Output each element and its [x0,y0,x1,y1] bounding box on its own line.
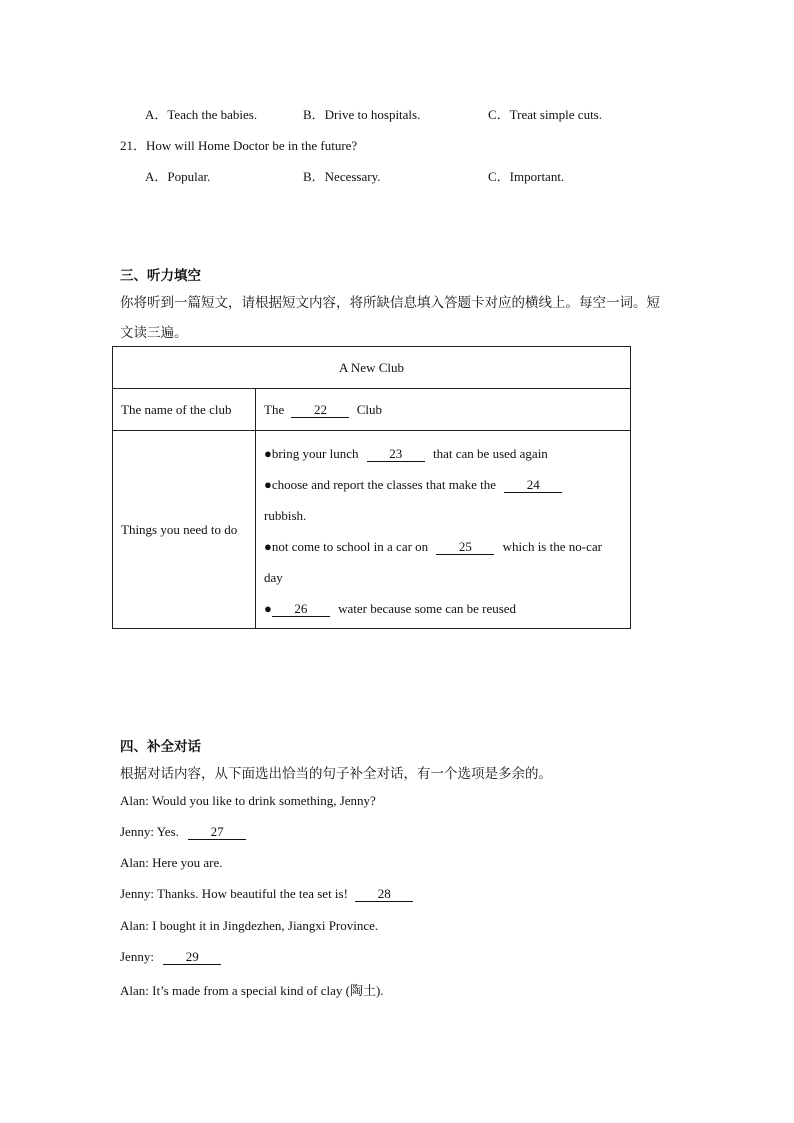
blank-28: 28 [355,887,413,902]
line6-pre: Jenny: [120,949,154,964]
dialogue-line-3: Alan: Here you are. [120,855,223,870]
blank-24: 24 [504,478,562,493]
item4-post: water because some can be reused [338,600,517,616]
item3-pre: ●not come to school in a car on [264,538,429,554]
line4-pre: Jenny: Thanks. How beautiful the tea set is! [120,886,348,901]
row1-post: Club [356,401,383,417]
blank-22: 22 [291,403,349,418]
dialogue-line-4 [120,886,413,902]
q20-option-a: A．Teach the babies. [145,107,258,122]
dialogue-line-7: Alan: It’s made from a special kind of clay (陶土). [120,983,384,998]
dialogue-line-2 [120,824,246,840]
table-title: A New Club [113,347,631,389]
item4-bullet: ● [264,600,272,616]
q21-question: 21．How will Home Doctor be in the future? [120,138,358,153]
section3-heading: 三、听力填空 [120,268,201,284]
row2-label: Things you need to do [113,431,256,629]
q21-option-b: B．Necessary. [303,169,381,184]
blank-26: 26 [272,602,330,617]
dialogue-line-5: Alan: I bought it in Jingdezhen, Jiangxi Province. [120,918,379,933]
item-4 [264,593,622,624]
item-2-cont: rubbish. [264,507,307,523]
item-3-cont: day [264,569,283,585]
blank-27: 27 [188,825,246,840]
q20-option-b: B．Drive to hospitals. [303,107,421,122]
section3-instruction-line2: 文读三遍。 [120,325,188,341]
row2-items [256,431,631,629]
blank-25: 25 [436,540,494,555]
item-3 [264,531,622,562]
item2-pre: ●choose and report the classes that make the [264,476,497,492]
club-table [112,346,631,629]
item3-post: which is the no-car [502,538,602,554]
line2-pre: Jenny: Yes. [120,824,179,839]
row1-label: The name of the club [113,389,256,431]
item1-pre: ●bring your lunch [264,445,359,461]
q20-option-c: C．Treat simple cuts. [488,107,602,122]
q21-option-a: A．Popular. [145,169,211,184]
row1-pre: The [264,401,285,417]
item-2 [264,469,622,500]
section4-instruction: 根据对话内容，从下面选出恰当的句子补全对话，有一个选项是多余的。 [120,766,552,782]
blank-23: 23 [367,447,425,462]
row1-value [256,389,631,431]
item-1 [264,438,622,469]
dialogue-line-6 [120,949,221,965]
section3-instruction-line1: 你将听到一篇短文，请根据短文内容，将所缺信息填入答题卡对应的横线上。每空一词。短 [120,295,660,311]
blank-29: 29 [163,950,221,965]
dialogue-line-1: Alan: Would you like to drink something, Jenny? [120,793,376,808]
q21-option-c: C．Important. [488,169,565,184]
item1-post: that can be used again [433,445,548,461]
section4-heading: 四、补全对话 [120,739,201,755]
